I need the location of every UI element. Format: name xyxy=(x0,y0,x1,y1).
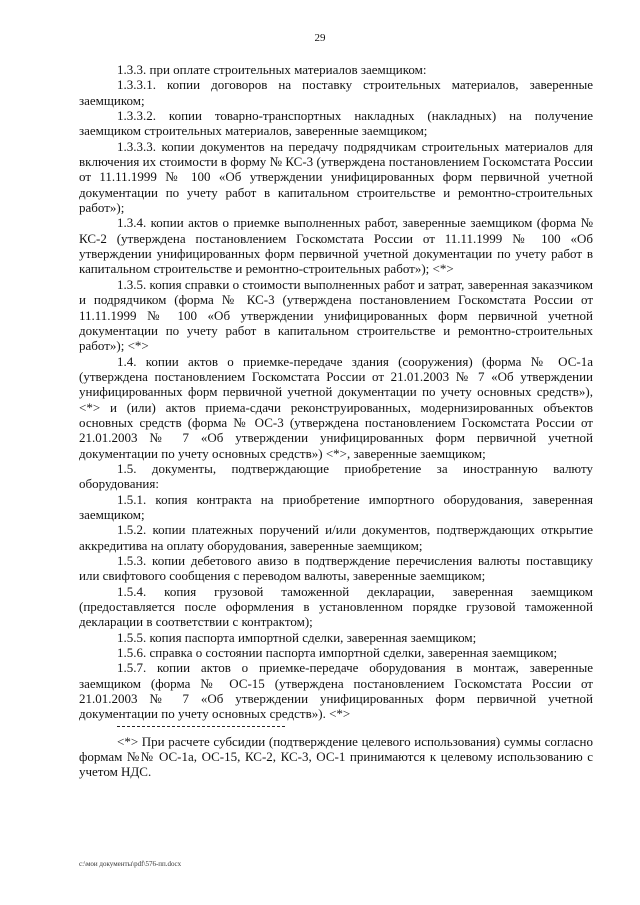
paragraph: 1.5.5. копия паспорта импортной сделки, заверенная заемщиком; xyxy=(117,629,477,645)
paragraph: 1.4. копии актов о приемке-передаче здания (сооружения) (форма № ОС-1а (утверждена постановлением Госкомстата России от 21.01.2003 № 7 «Об утверждении унифицированных форм первичной учетной документации по учету основных средств»), <*> и (или) актов приема-сдачи реконструированных, модернизированных объектов основных средств (форма № ОС-3 (утверждена постановлением Госкомстата России от 21.01.2003 № 7 «Об утверждении унифицированных форм первичной учетной документации по учету основных средств») <*>, заверенные заемщиком; xyxy=(79,353,593,461)
paragraph: 1.5. документы, подтверждающие приобретение за иностранную валюту оборудования: xyxy=(79,460,593,492)
paragraph: 1.3.3.3. копии документов на передачу подрядчикам строительных материалов для включения их стоимости в форму № КС-3 (утверждена постановлением Госкомстата России от 11.11.1999 № 100 «Об утверждении унифицированных форм первичной учетной документации по учету работ в капитальном строительстве и ремонтно-строительных работ»); xyxy=(79,138,593,216)
paragraph: 1.3.5. копия справки о стоимости выполненных работ и затрат, заверенная заказчиком и подрядчиком (форма № КС-3 (утверждена постановлением Госкомстата России от 11.11.1999 № 100 «Об утверждении унифицированных форм первичной учетной документации по учету работ в капитальном строительстве и ремонтно-строительных работ»); <*> xyxy=(79,276,593,354)
paragraph: 1.5.6. справка о состоянии паспорта импортной сделки, заверенная заемщиком; xyxy=(117,645,558,661)
paragraph: 1.5.2. копии платежных поручений и/или документов, подтверждающих открытие аккредитива на оплату оборудования, заверенные заемщиком; xyxy=(79,522,593,553)
paragraph: 1.5.7. копии актов о приемке-передаче оборудования в монтаж, заверенные заемщиком (форма № ОС-15 (утверждена постановлением Госкомстата России от 21.01.2003 № 7 «Об утверждении унифицированных форм первичной учетной документации по учету основных средств»). <*> xyxy=(79,660,593,722)
paragraph: 1.5.1. копия контракта на приобретение импортного оборудования, заверенная заемщиком; xyxy=(79,491,593,522)
paragraph: 1.3.4. копии актов о приемке выполненных работ, заверенные заемщиком (форма № КС-2 (утверждена постановлением Госкомстата России от 11.11.1999 № 100 «Об утверждении унифицированных форм первичной учетной документации по учету работ в капитальном строительстве и ремонтно-строительных работ»); <*> xyxy=(79,215,593,277)
paragraph: 1.5.4. копия грузовой таможенной декларации, заверенная заемщиком (предоставляется после оформления в установленном порядке грузовой таможенной декларации в соответствии с контрактом); xyxy=(79,583,593,630)
footnote-separator xyxy=(117,726,285,727)
footnote: <*> При расчете субсидии (подтверждение целевого использования) суммы согласно формам №№ ОС-1а, ОС-15, КС-2, КС-3, ОС-1 принимаются к целевому использованию с учетом НДС. xyxy=(79,733,593,780)
file-path-footer: c:\мои документы\pdf\576-пп.docx xyxy=(79,860,182,868)
paragraph: 1.3.3. при оплате строительных материалов заемщиком: xyxy=(117,62,427,77)
document-body xyxy=(79,62,593,780)
paragraph: 1.5.3. копии дебетового авизо в подтверждение перечисления валюты поставщику или свифтового сообщения с переводом валюты, заверенные заемщиком; xyxy=(79,553,593,584)
page-number: 29 xyxy=(314,32,326,44)
paragraph: 1.3.3.2. копии товарно-транспортных накладных (накладных) на получение заемщиком строительных материалов, заверенные заемщиком; xyxy=(79,108,593,139)
paragraph: 1.3.3.1. копии договоров на поставку строительных материалов, заверенные заемщиком; xyxy=(79,77,593,108)
